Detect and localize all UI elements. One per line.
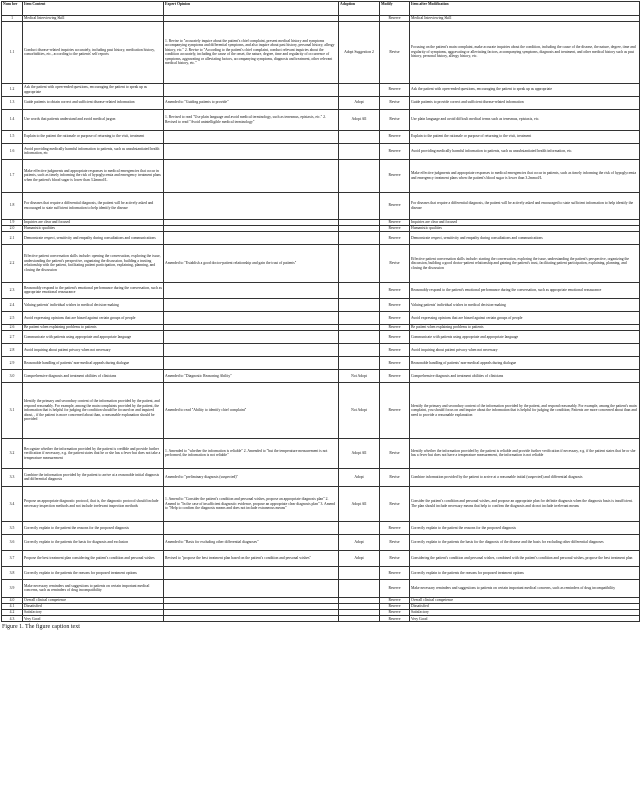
row-number: 2.0 [2,225,23,231]
row-number: 3.0 [2,369,23,382]
row-item-after: Dissatisfied [410,604,640,610]
row-item-after: Very Good [410,616,640,622]
row-modify: Reserve [380,225,410,231]
row-modify: Reserve [380,604,410,610]
table-row [2,616,640,622]
row-item-content: Be patient when explaining problems to patients [23,324,164,330]
row-expert-opinion [164,343,339,356]
row-item-content: Correctly explain to the patients the reasons for proposed treatment options [23,566,164,579]
row-expert-opinion [164,521,339,534]
table-row [2,21,640,83]
row-item-content: Identify the primary and secondary content of the information provided by the patient, and respond reasonably. For example, among the main complaints provided by the patient, the information that is helpful for judging the condition should be focused on and inquired about, , if the patient is more concerned about than, a reasonable explanation should be provided [23,382,164,438]
table-row [2,356,640,369]
row-number: 2.4 [2,298,23,311]
row-adoption [339,143,380,159]
table-row [2,143,640,159]
row-number: 3.8 [2,566,23,579]
row-adoption [339,282,380,298]
row-item-content: Ask the patient with open-ended questions, encouraging the patient to speak up as appropriate [23,83,164,96]
row-adoption [339,244,380,282]
row-item-after: Avoid expressing opinions that are biased against certain groups of people [410,311,640,324]
row-adoption: Adopt [339,96,380,109]
row-modify: Revise [380,438,410,468]
header-number: Num ber [2,2,23,16]
row-item-after: Make necessary reminders and suggestions to patients on certain important medical concerns, such as reminders of drug incompatibility [410,579,640,597]
row-modify: Reserve [380,231,410,244]
row-number: 1.5 [2,130,23,143]
row-expert-opinion [164,143,339,159]
row-modify: Reserve [380,616,410,622]
row-item-after: Inquiries are clear and focused [410,219,640,225]
row-adoption: Adopt All [339,486,380,521]
row-item-content: Propose an appropriate diagnostic protocol, that is, the diagnostic protocol should include necessary inspection methods and not include irrelevant inspection methods [23,486,164,521]
table-row [2,550,640,566]
row-adoption [339,521,380,534]
row-number: 2.2 [2,244,23,282]
row-modify: Reserve [380,356,410,369]
row-adoption [339,298,380,311]
row-item-after: Avoid inquiring about patient privacy when not necessary [410,343,640,356]
row-modify: Reserve [380,159,410,192]
row-adoption [339,566,380,579]
row-modify: Revise [380,21,410,83]
row-item-content: Satisfactory [23,610,164,616]
row-modify: Reserve [380,143,410,159]
row-number: 2.8 [2,343,23,356]
row-expert-opinion: Amended to read "Ability to identify chief complaint" [164,382,339,438]
row-number: 1.9 [2,219,23,225]
row-modify: Revise [380,244,410,282]
row-number: 4.1 [2,604,23,610]
row-modify: Reserve [380,610,410,616]
row-item-content: Explain to the patient the rationale or purpose of returning to the visit, treatment [23,130,164,143]
header-expert-opinion: Expert Opinion [164,2,339,16]
row-expert-opinion [164,579,339,597]
header-modify: Modify [380,2,410,16]
table-row [2,244,640,282]
row-expert-opinion [164,83,339,96]
row-item-content: Humanistic qualities [23,225,164,231]
row-expert-opinion [164,566,339,579]
row-item-content: Medical Interviewing Skill [23,15,164,21]
row-adoption: Adopt Suggestion 2 [339,21,380,83]
row-number: 1.8 [2,192,23,219]
row-modify: Revise [380,534,410,550]
row-expert-opinion: 1. Amend to "Consider the patient's condition and personal wishes, propose an appropriate diagnosis plan" 2. Amend to "In the case of insufficient diagnostic evidence, propose an appropriate clear diagnosis plan" 3. Amend to "Help to confirm the diagnosis means and does not include extraneous means" [164,486,339,521]
row-modify: Revise [380,550,410,566]
row-modify: Reserve [380,83,410,96]
row-item-after: Reasonably respond to the patient's emotional performance during the conversation, such as appropriate emotional reassurance [410,282,640,298]
row-modify: Reserve [380,330,410,343]
row-number: 3.2 [2,438,23,468]
table-row [2,369,640,382]
row-modify: Reserve [380,343,410,356]
row-item-after: Identify the primary and secondary content of the information provided by the patient, and respond reasonably. For example, among the patient's main complaint, you should focus on and inquire about the information that is helpful for judging the condition; Patients are more concerned about than and need to provide a reasonable explanation [410,382,640,438]
row-expert-opinion [164,231,339,244]
row-adoption [339,192,380,219]
row-item-content: Effective patient conversation skills include: opening the conversation, exploring the issue, understanding the patient's perspective, organizing the discussion, building a trusting relationship with the patient, facilitating patient participation, explaining, planning, and closing the discussion [23,244,164,282]
row-expert-opinion [164,616,339,622]
row-item-after: Guide patients to provide correct and sufficient disease-related information [410,96,640,109]
row-adoption [339,343,380,356]
row-item-after: Use plain language and avoid difficult medical terms such as tenesmus, epistaxis, etc. [410,109,640,130]
row-modify: Reserve [380,382,410,438]
row-item-content: Guide patients to obtain correct and sufficient disease-related information [23,96,164,109]
row-item-after: Effective patient conversation skills include: starting the conversation, exploring the issue, understanding the patient's perspective, organizing the discussion, building a good doctor-patient relationship and gaining the patient's trust, facilitating patient participation, explaining, planning, and closing the discussion [410,244,640,282]
row-number: 3.4 [2,486,23,521]
row-item-after: Communicate with patients using appropriate and appropriate language [410,330,640,343]
row-number: 2.3 [2,282,23,298]
row-item-after: Combine information provided by the patient to arrive at a reasonable initial (suspected) and differential diagnosis [410,468,640,486]
row-modify: Reserve [380,15,410,21]
row-modify: Reserve [380,219,410,225]
row-modify: Revise [380,486,410,521]
row-item-content: Communicate with patients using appropriate and appropriate language [23,330,164,343]
row-item-after: Valuing patients' individual wishes in medical decision-making [410,298,640,311]
row-item-after: Humanistic qualities [410,225,640,231]
row-item-content: For diseases that require a differential diagnosis, the patient will be actively asked and encouraged to state sufficient information to help identify the disease [23,192,164,219]
row-adoption: Adopt [339,534,380,550]
row-expert-opinion [164,192,339,219]
row-item-after: Correctly explain to the patient the reasons for the proposed diagnosis [410,521,640,534]
table-row [2,83,640,96]
table-row [2,159,640,192]
row-expert-opinion: Amended to "Basis for excluding other differential diagnoses" [164,534,339,550]
table-row [2,130,640,143]
row-expert-opinion: Amended to "Establish a good doctor-patient relationship and gain the trust of patients" [164,244,339,282]
row-number: 2.1 [2,231,23,244]
row-modify: Reserve [380,324,410,330]
row-adoption [339,83,380,96]
row-item-content: Make necessary reminders and suggestions to patients on certain important medical concerns, such as reminders of drug incompatibility [23,579,164,597]
row-modify: Reserve [380,298,410,311]
row-item-after: Be patient when explaining problems to patients [410,324,640,330]
table-row [2,311,640,324]
row-item-content: Use words that patients understand and avoid medical jargon [23,109,164,130]
row-number: 1.6 [2,143,23,159]
row-number: 3.6 [2,534,23,550]
row-adoption: Not Adopt [339,382,380,438]
row-expert-opinion: Amended to "Diagnostic Reasoning Ability" [164,369,339,382]
row-number: 4.3 [2,616,23,622]
table-row [2,438,640,468]
row-number: 1.1 [2,21,23,83]
revision-table [1,1,640,622]
figure-caption: Figure 1. The figure caption text [2,624,80,631]
row-item-after: Medical Interviewing Skill [410,15,640,21]
row-number: 1.4 [2,109,23,130]
row-modify: Reserve [380,192,410,219]
row-item-content: Dissatisfied [23,604,164,610]
row-item-content: Conduct disease-related inquiries accurately, including past history, medication history, comorbidities, etc., according to the patients' self reports [23,21,164,83]
row-item-content: Correctly explain to the patients the basis for diagnosis and exclusion [23,534,164,550]
row-adoption [339,579,380,597]
row-number: 1.2 [2,83,23,96]
table-row [2,109,640,130]
row-item-after: Focusing on the patient's main complaint, make accurate inquiries about the condition, including the cause of the disease, the nature, degree, time and regularity of symptoms, aggravating or alleviating factors, accompanying symptoms, diagnosis and treatment, and other medical history such as past history, personal history, allergy history, etc. [410,21,640,83]
row-item-after: Overall clinical competence [410,597,640,603]
row-item-after: Satisfactory [410,610,640,616]
row-item-after: Identify whether the information provided by the patient is reliable and provide further verification if necessary, e.g. if the patient states that he or she has a fever but does not have a temperature measurement, the information is not reliable [410,438,640,468]
row-item-after: Correctly explain to the patients the basis for the diagnosis of the disease and the basis for excluding other differential diagnoses [410,534,640,550]
table-row [2,282,640,298]
row-adoption [339,311,380,324]
table-row [2,579,640,597]
row-item-content: Comprehensive diagnosis and treatment abilities of clinicians [23,369,164,382]
row-adoption [339,231,380,244]
row-modify: Revise [380,96,410,109]
row-item-after: Considering the patient's condition and personal wishes, combined with the patient's condition and personal wishes, propose the best treatment plan [410,550,640,566]
table-row [2,486,640,521]
row-item-content: Correctly explain to the patient the reasons for the proposed diagnosis [23,521,164,534]
row-item-content: Propose the best treatment plan considering the patient's condition and personal wishes [23,550,164,566]
row-expert-opinion: Amended to "preliminary diagnosis (suspected)" [164,468,339,486]
row-item-content: Combine the information provided by the patient to arrive at a reasonable initial diagnosis and differential diagnosis [23,468,164,486]
row-adoption [339,159,380,192]
row-item-after: Demonstrate respect, sensitivity and empathy during consultations and communications [410,231,640,244]
row-adoption [339,356,380,369]
row-adoption: Adopt [339,550,380,566]
row-item-content: Very Good [23,616,164,622]
row-number: 2.9 [2,356,23,369]
table-row [2,382,640,438]
row-item-content: Overall clinical competence [23,597,164,603]
header-adoption: Adoption [339,2,380,16]
row-number: 3.3 [2,468,23,486]
table-row [2,192,640,219]
row-item-content: Inquiries are clear and focused [23,219,164,225]
table-row [2,298,640,311]
header-item-after-modification: Item after Modification [410,2,640,16]
row-number: 3.1 [2,382,23,438]
row-expert-opinion [164,330,339,343]
row-expert-opinion: 1. Revised to read "Use plain language and avoid medical terminology, such as tenesmus, epistaxis, etc." 2. Revised to read "Avoid unintelligible medical terminology" [164,109,339,130]
row-adoption: Not Adopt [339,369,380,382]
row-number: 2.6 [2,324,23,330]
row-item-content: Avoid providing medically harmful information to patients, such as unsubstantiated health information, etc [23,143,164,159]
row-modify: Revise [380,468,410,486]
row-expert-opinion: 1. Revise to "accurately inquire about the patient's chief complaint, present medical history and symptoms accompanying symptoms and differential symptoms, and also inquire about past history, personal history, allergy history, etc." 2. Revise to "According to the patient's chief complaint, conduct relevant inquiries about the condition accurately, including the cause of the onset, the nature, degree, time and regularity of occurrence of symptoms, aggravating or alleviating factors, accompanying symptoms, diagnosis and treatment, other relevant medical history, etc." [164,21,339,83]
row-adoption [339,130,380,143]
row-modify: Reserve [380,130,410,143]
row-number: 4.2 [2,610,23,616]
row-number: 3.9 [2,579,23,597]
row-number: 1.3 [2,96,23,109]
table-row [2,521,640,534]
row-modify: Reserve [380,369,410,382]
row-number: 2.5 [2,311,23,324]
row-item-after: Make effective judgments and appropriate responses to medical emergencies that occur in patients, such as timely informing the risk of hypoglycemia and emergency treatment plans when the patient's blood sugar is lower than 3.2mmol/L [410,159,640,192]
row-adoption: Adopt All [339,438,380,468]
row-expert-opinion: Amended to "Guiding patients to provide" [164,96,339,109]
row-number: 1 [2,15,23,21]
table-row [2,96,640,109]
table-row [2,468,640,486]
row-item-content: Reasonably respond to the patient's emotional performance during the conversation, such as appropriate emotional reassurance [23,282,164,298]
row-item-after: For diseases that require a differential diagnosis, the patient will be actively asked and encouraged to state sufficient information to help identify the disease [410,192,640,219]
row-expert-opinion [164,130,339,143]
table-body [2,15,640,622]
row-expert-opinion [164,298,339,311]
row-item-after: Avoid providing medically harmful information to patients, such as unsubstantiated health information, etc. [410,143,640,159]
row-modify: Reserve [380,597,410,603]
row-modify: Reserve [380,566,410,579]
row-item-content: Avoid inquiring about patient privacy when not necessary [23,343,164,356]
row-item-content: Valuing patients' individual wishes in medical decision-making [23,298,164,311]
row-adoption: Adopt [339,468,380,486]
row-number: 3.7 [2,550,23,566]
row-item-after: Correctly explain to the patients the reasons for proposed treatment options [410,566,640,579]
row-item-content: Demonstrate respect, sensitivity and empathy during consultations and communications [23,231,164,244]
row-expert-opinion: 1. Amended to "whether the information is reliable" 2. Amended to "but the temperature measurement is not performed, the information is not reliable" [164,438,339,468]
row-item-after: Reasonable handling of patients' non-medical appeals during dialogue [410,356,640,369]
row-item-after: Comprehensive diagnosis and treatment abilities of clinicians [410,369,640,382]
row-item-content: Recognize whether the information provided by the patient is credible and provide further verification if necessary, e.g. the patient states that he or she has a fever but does not take a temperature measurement [23,438,164,468]
table-row [2,231,640,244]
table-row [2,566,640,579]
table-header-row [2,2,640,16]
row-number: 3.5 [2,521,23,534]
row-modify: Revise [380,109,410,130]
row-modify: Reserve [380,311,410,324]
row-item-content: Reasonable handling of patients' non-medical appeals during dialogue [23,356,164,369]
header-item-content: Item Content [23,2,164,16]
row-item-content: Make effective judgments and appropriate responses to medical emergencies that occur in patients, such as timely informing the risk of hypoglycemia and emergency treatment plans when the patient's blood sugar is lower than 3.2mmol/L [23,159,164,192]
row-adoption: Adopt All [339,109,380,130]
row-modify: Reserve [380,579,410,597]
row-expert-opinion [164,356,339,369]
row-number: 2.7 [2,330,23,343]
table-row [2,343,640,356]
row-modify: Reserve [380,521,410,534]
row-number: 4.0 [2,597,23,603]
row-item-after: Ask the patient with open-ended questions, encouraging the patient to speak up as appropriate [410,83,640,96]
row-expert-opinion [164,282,339,298]
row-number: 1.7 [2,159,23,192]
table-row [2,534,640,550]
row-modify: Reserve [380,282,410,298]
row-expert-opinion [164,311,339,324]
row-expert-opinion: Revised to "propose the best treatment plan based on the patient's condition and personal wishes" [164,550,339,566]
row-item-after: Explain to the patient the rationale or purpose of returning to the visit, treatment [410,130,640,143]
table-row [2,330,640,343]
row-item-content: Avoid expressing opinions that are biased against certain groups of people [23,311,164,324]
row-item-after: Consider the patient's condition and personal wishes, and propose an appropriate plan for definite diagnosis when the diagnosis basis is insufficient. The plan should include necessary means that help to confirm the diagnosis and do not include irrelevant means [410,486,640,521]
row-expert-opinion [164,159,339,192]
row-adoption [339,330,380,343]
row-adoption [339,616,380,622]
